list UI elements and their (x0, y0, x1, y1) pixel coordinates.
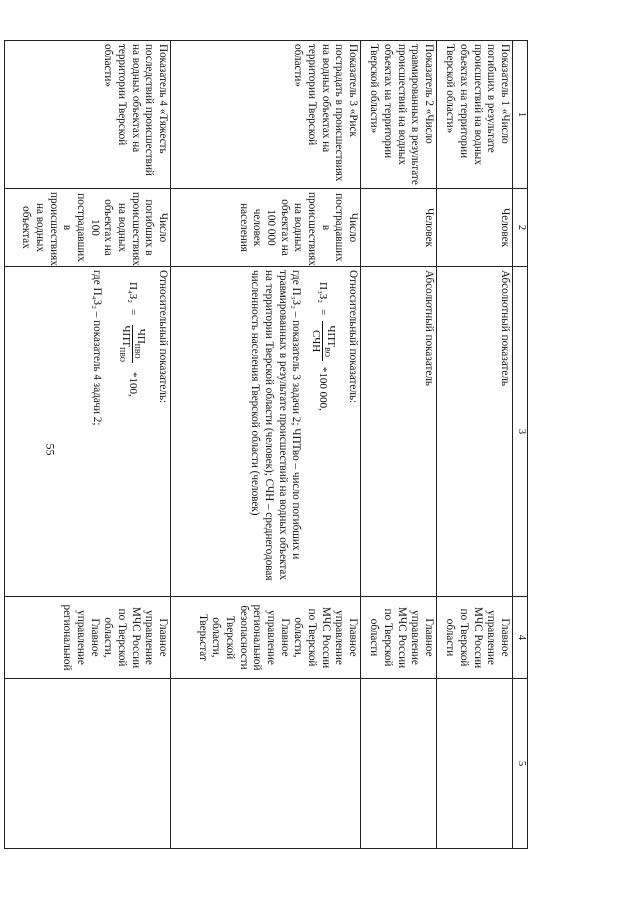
indicator-name-cell: Показатель 4 «Тяжесть последствий происшествий на водных объектах на территории Тверской области» (5, 41, 171, 189)
formula-numerator: ЧПТ (325, 325, 338, 348)
formula-tail: *100, (126, 371, 139, 397)
table-row (437, 41, 513, 849)
unit-cell: Человек (361, 189, 437, 267)
indicator-name-cell: Показатель 1 «Число погибших в результате происшествий на водных объектах на территории Тверской области» (437, 41, 513, 189)
formula-denominator: СЧН (309, 330, 322, 353)
header-cell: 1 (513, 41, 528, 189)
rotated-table-container (4, 40, 528, 848)
formula-denominator: ЧПТ (119, 325, 132, 348)
table-row (171, 41, 361, 849)
formula: П₄З₂ = $ЧП_{ПВО}$ $ЧПТ_{ПВО}$ *100, (117, 282, 148, 397)
source-cell: Главное управление МЧС России по Тверской области (437, 597, 513, 679)
formula-tail: *100 000, (317, 366, 330, 411)
indicators-table (4, 40, 528, 849)
method-explanation: где П₄З₂ – показатель 4 задачи 2; (90, 270, 103, 426)
formula-fraction (117, 321, 147, 366)
notes-cell (361, 679, 437, 849)
unit-cell: Человек (437, 189, 513, 267)
method-cell (171, 267, 361, 597)
source-cell: Главное управление МЧС России по Тверской области (361, 597, 437, 679)
header-cell: 2 (513, 189, 528, 267)
source-cell: Главное управление МЧС России по Тверской области, Главное управление региональной (5, 597, 171, 679)
method-cell: Абсолютный показатель (437, 267, 513, 597)
method-intro: Относительный показатель: (157, 270, 169, 404)
formula-numerator-sub: ПВО (133, 343, 142, 359)
unit-cell: Число погибших в происшествиях на водных объектах на 100 пострадавших в происшествиях на водных объектах (5, 189, 171, 267)
header-cell: 3 (513, 267, 528, 597)
method-intro: Относительный показатель: (347, 270, 359, 404)
method-cell (5, 267, 171, 597)
indicator-name-cell: Показатель 2 «Число травмированных в результате происшествий на водных объектах на территории Тверской области» (361, 41, 437, 189)
table-row (5, 41, 171, 849)
formula-lhs: П₃З₂ (317, 282, 330, 304)
formula-numerator-sub: ВО (323, 347, 332, 357)
page-number: 55 (43, 443, 58, 456)
notes-cell (171, 679, 361, 849)
method-cell: Абсолютный показатель (361, 267, 437, 597)
indicator-name-cell: Показатель 3 «Риск пострадать в происшествиях на водных объектах на территории Тверской области» (171, 41, 361, 189)
method-explanation: где П₃З₂ – показатель 3 задачи 2; ЧПТво – число погибших и травмированных в результате происшествий на водных объектах на территории Тверской области (человек); СЧН – среднегодовая численность населения Тверской области (человек) (249, 270, 303, 581)
formula: П₃З₂ = $ЧПТ_{ВО}$ СЧН *100 000, (309, 282, 338, 411)
formula-lhs: П₄З₂ (126, 282, 139, 304)
formula-fraction (308, 321, 337, 361)
notes-cell (5, 679, 171, 849)
notes-cell (437, 679, 513, 849)
table-row (361, 41, 437, 849)
table-header-row (513, 41, 528, 849)
header-cell: 4 (513, 597, 528, 679)
formula-denominator-sub: ПВО (117, 347, 126, 362)
formula-numerator: ЧП (135, 328, 148, 344)
header-cell: 5 (513, 679, 528, 849)
source-cell: Главное управление МЧС России по Тверской области, Главное управление региональной безопасности Тверской области, Тверьстат (171, 597, 361, 679)
unit-cell: Число пострадавших в происшествиях на водных объектах на 100 000 человек населения (171, 189, 361, 267)
